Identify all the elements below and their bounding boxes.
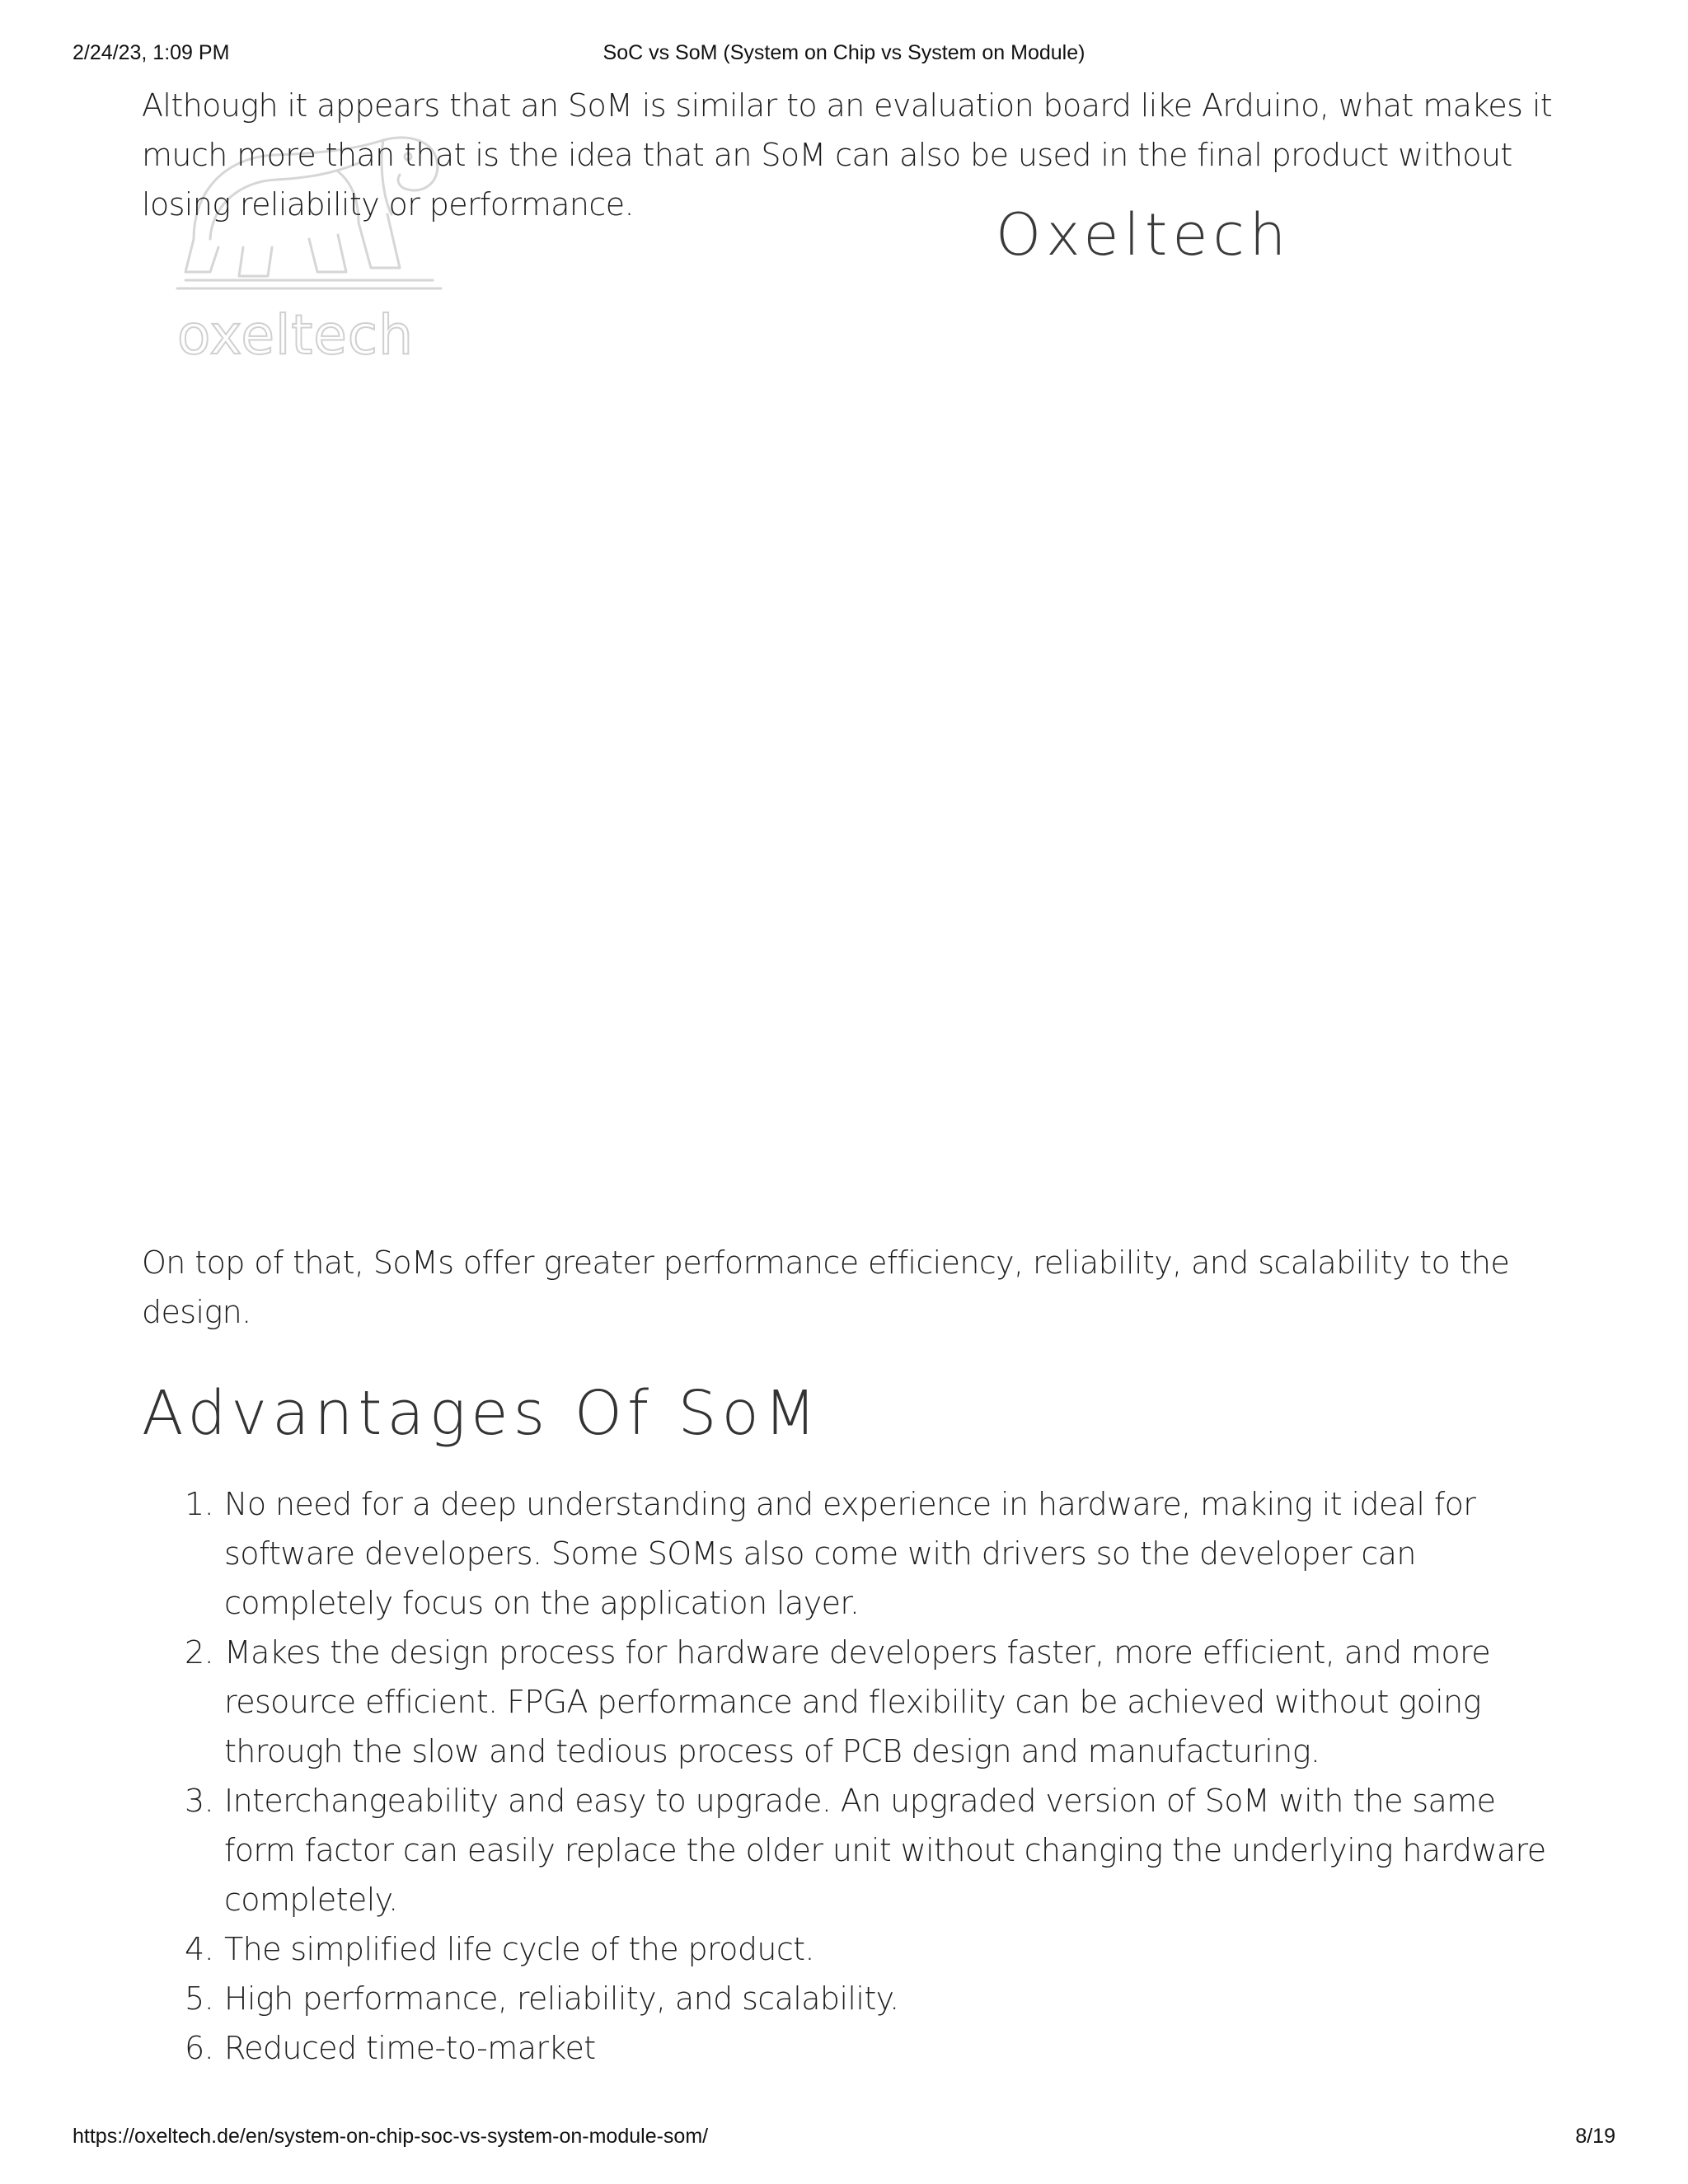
list-number: 4. xyxy=(185,1931,214,1967)
list-number: 5. xyxy=(185,1980,214,2017)
advantages-list xyxy=(142,1479,1559,2073)
article-image-area xyxy=(142,379,1559,1203)
print-header xyxy=(0,41,1688,69)
list-number: 3. xyxy=(185,1783,214,1819)
list-item-text: Makes the design process for hardware developers faster, more efficient, and more resource efficient. FPGA performance and flexibility can be achieved without going through the slow and tedious process of PCB design and manufacturing. xyxy=(224,1634,1491,1769)
list-number: 2. xyxy=(185,1634,214,1671)
second-paragraph: On top of that, SoMs offer greater performance efficiency, reliability, and scalability to the design. xyxy=(142,1244,1510,1330)
print-url: https://oxeltech.de/en/system-on-chip-soc-vs-system-on-module-som/ xyxy=(73,2125,709,2148)
list-item xyxy=(142,1776,1559,1924)
list-item-text: High performance, reliability, and scalability. xyxy=(224,1980,899,2017)
list-item-text: The simplified life cycle of the product. xyxy=(224,1931,814,1967)
list-item-text: No need for a deep understanding and experience in hardware, making it ideal for software developers. Some SOMs also come with drivers so the developer can completely focus on the application layer. xyxy=(224,1486,1476,1621)
list-item xyxy=(142,1974,1559,2023)
list-item xyxy=(142,1479,1559,1628)
print-page-title: SoC vs SoM (System on Chip vs System on Module) xyxy=(603,41,1085,64)
watermark-logo-text: oxeltech xyxy=(177,303,414,367)
list-item xyxy=(142,1628,1559,1776)
list-item-text: Interchangeability and easy to upgrade. An upgraded version of SoM with the same form factor can easily replace the older unit without changing the underlying hardware completely. xyxy=(224,1783,1546,1918)
list-item-text: Reduced time-to-market xyxy=(224,2030,596,2066)
list-number: 1. xyxy=(185,1486,214,1522)
list-item xyxy=(142,2023,1559,2073)
oxeltech-brand-text: Oxeltech xyxy=(996,201,1292,269)
section-heading: Advantages Of SoM xyxy=(142,1378,822,1449)
print-footer xyxy=(0,2125,1688,2153)
print-page-number: 8/19 xyxy=(1575,2125,1615,2148)
list-number: 6. xyxy=(185,2030,214,2066)
list-item xyxy=(142,1924,1559,1974)
print-datetime: 2/24/23, 1:09 PM xyxy=(73,41,230,64)
intro-paragraph: Although it appears that an SoM is similar to an evaluation board like Arduino, what makes it much more than that is the idea that an SoM can also be used in the final product without losing reliability or performance. xyxy=(142,87,1553,223)
